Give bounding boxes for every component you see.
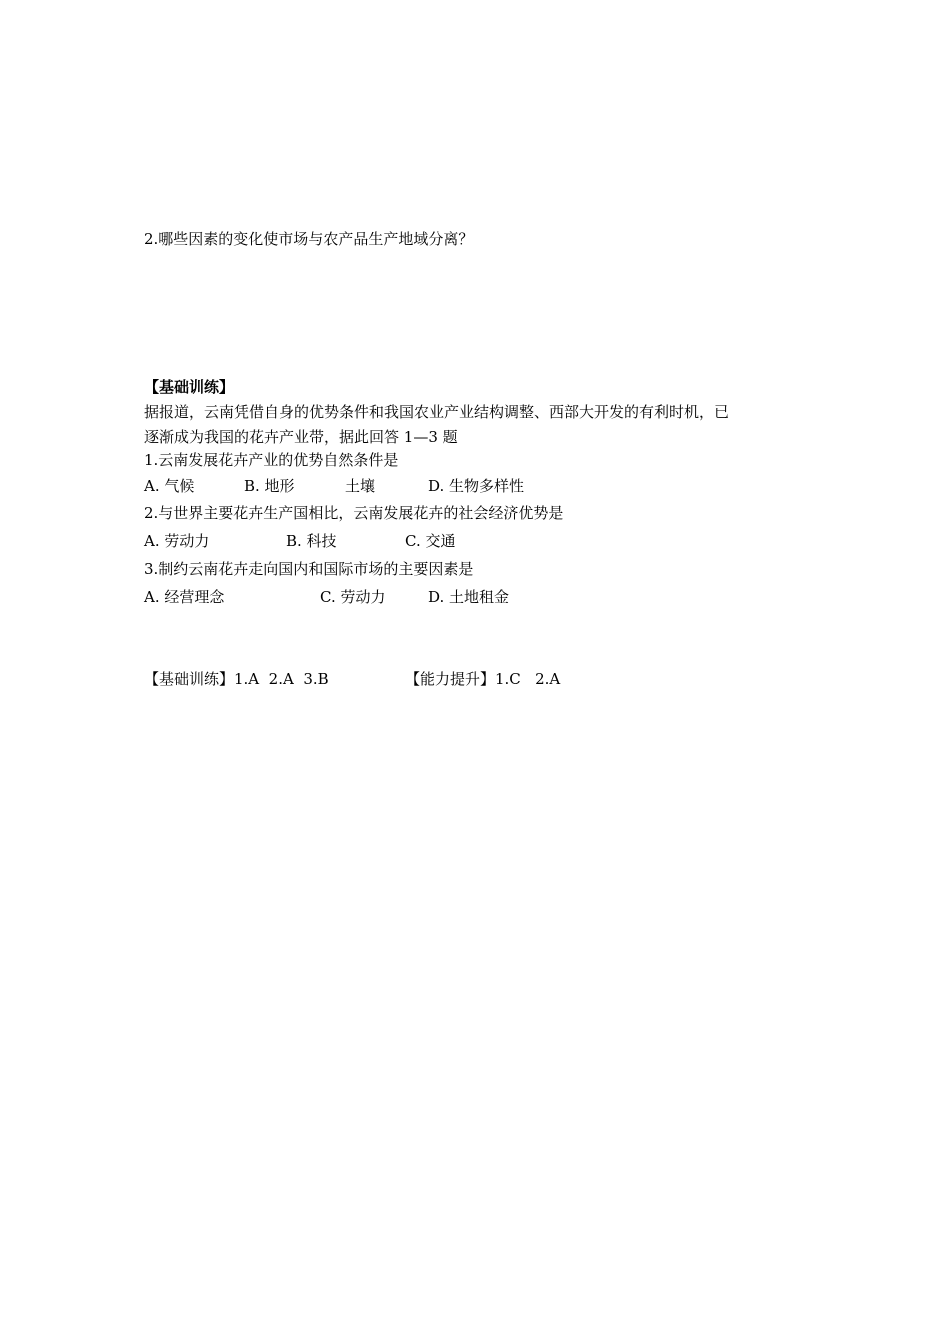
q3-option-a: A. 经营理念 — [144, 588, 225, 606]
intro-text-line-1: 据报道，云南凭借自身的优势条件和我国农业产业结构调整、西部大开发的有利时机，已 — [144, 403, 730, 421]
question-1-stem: 1.云南发展花卉产业的优势自然条件是 — [144, 451, 399, 469]
q1-option-b: B. 地形 — [244, 477, 295, 495]
q1-option-a: A. 气候 — [144, 477, 195, 495]
q1-option-c: 土壤 — [345, 477, 376, 495]
q3-option-d: D. 土地租金 — [428, 588, 510, 606]
section-heading: 【基础训练】 — [144, 378, 235, 396]
q2-option-b: B. 科技 — [286, 532, 337, 550]
q3-option-c: C. 劳动力 — [320, 588, 386, 606]
question-2-text: 2.哪些因素的变化使市场与农产品生产地域分离？ — [144, 230, 474, 248]
answer-key-basic: 【基础训练】1.A 2.A 3.B — [144, 670, 329, 688]
q2-option-c: C. 交通 — [405, 532, 456, 550]
intro-text-line-2: 逐渐成为我国的花卉产业带，据此回答 1—3 题 — [144, 428, 458, 446]
q2-option-a: A. 劳动力 — [144, 532, 210, 550]
question-2-stem: 2.与世界主要花卉生产国相比，云南发展花卉的社会经济优势是 — [144, 504, 564, 522]
q1-option-d: D. 生物多样性 — [428, 477, 525, 495]
question-3-stem: 3.制约云南花卉走向国内和国际市场的主要因素是 — [144, 560, 474, 578]
answer-key-ability: 【能力提升】1.C 2.A — [405, 670, 561, 688]
